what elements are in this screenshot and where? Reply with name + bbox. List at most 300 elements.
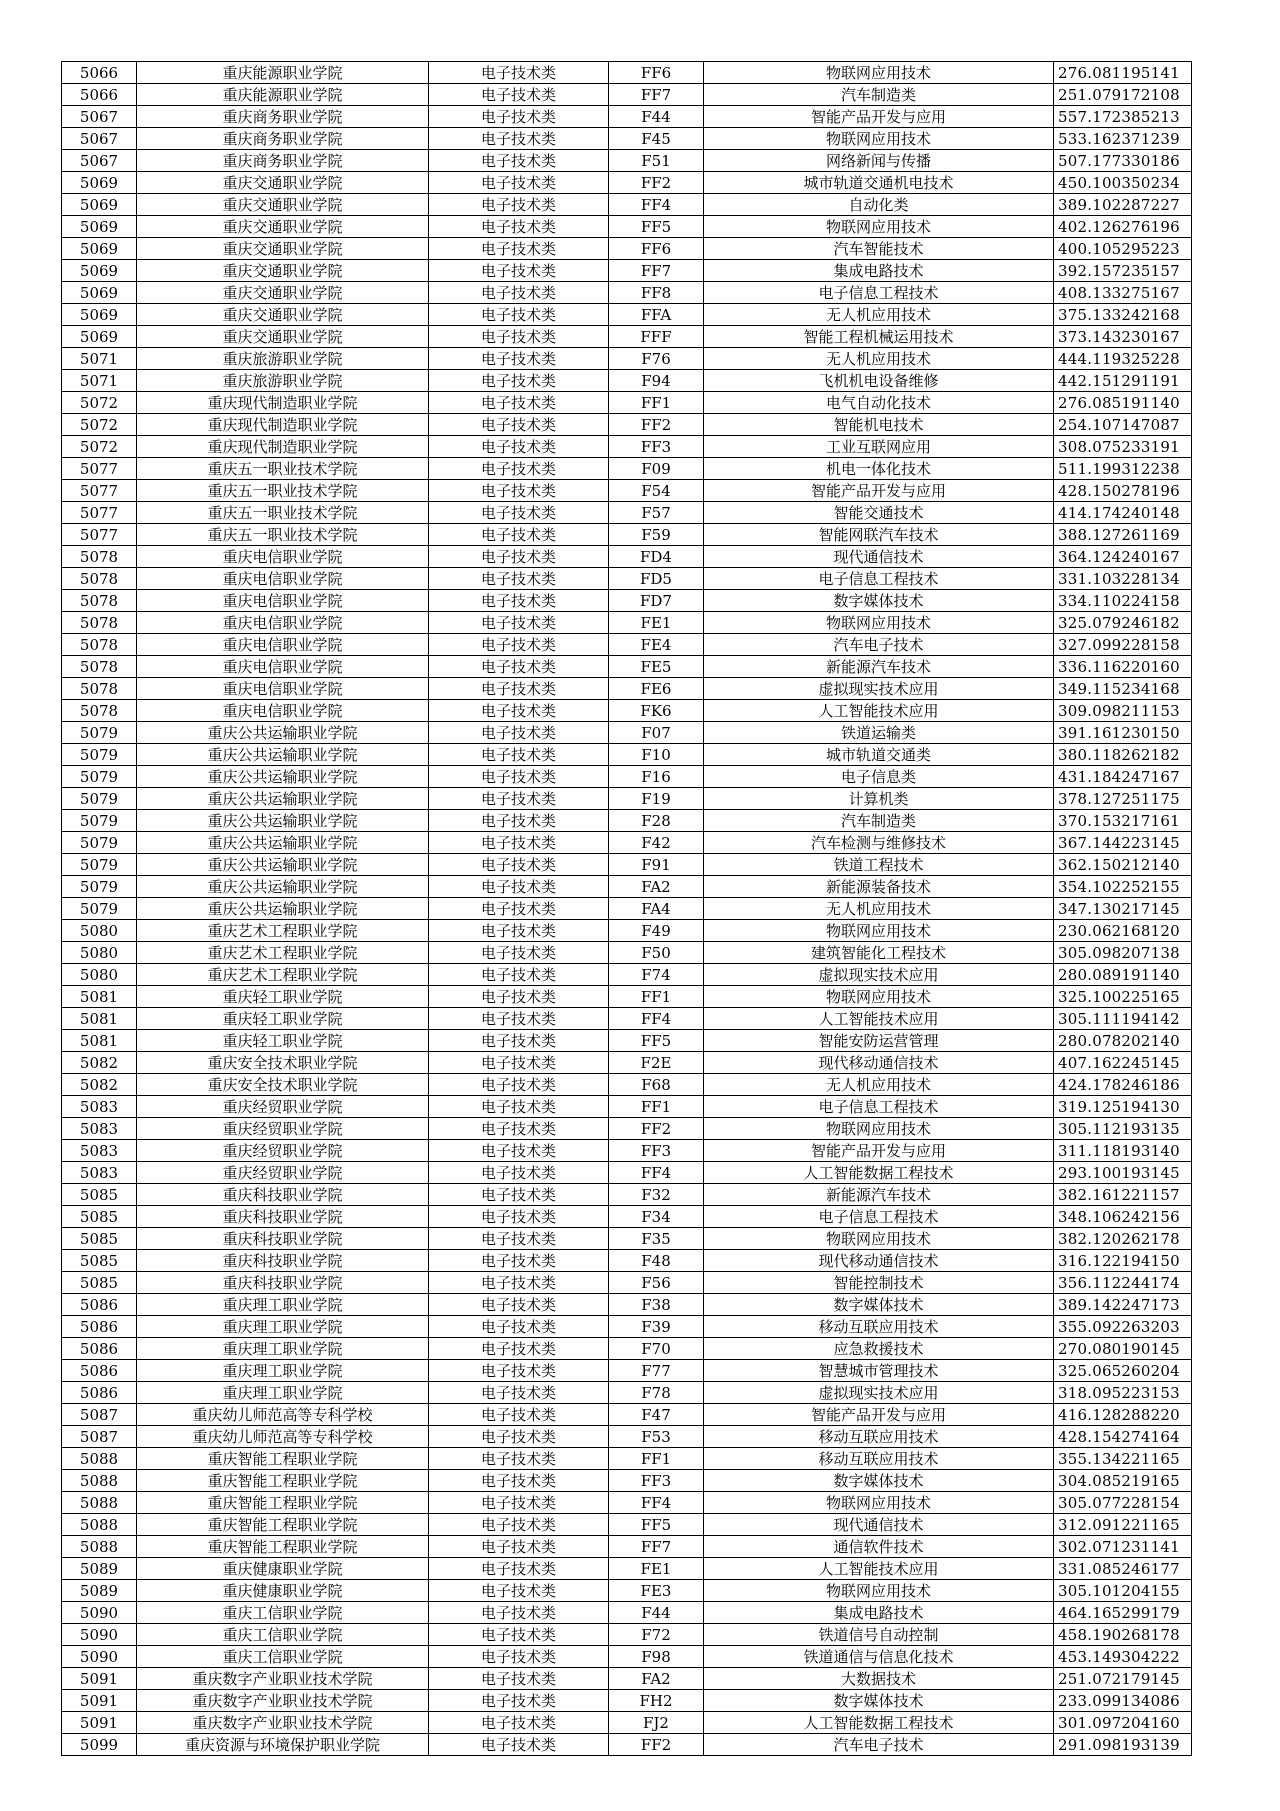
category-cell: 电子技术类	[429, 1162, 609, 1184]
school-code-cell: 5090	[62, 1624, 137, 1646]
category-cell: 电子技术类	[429, 458, 609, 480]
score-cell: 331.085246177	[1054, 1558, 1192, 1580]
table-row	[62, 1206, 1192, 1228]
school-name-cell: 重庆工信职业学院	[137, 1646, 429, 1668]
score-cell: 325.079246182	[1054, 612, 1192, 634]
school-name-cell: 重庆商务职业学院	[137, 128, 429, 150]
category-cell: 电子技术类	[429, 1118, 609, 1140]
score-cell: 305.111194142	[1054, 1008, 1192, 1030]
category-cell: 电子技术类	[429, 326, 609, 348]
school-code-cell: 5085	[62, 1228, 137, 1250]
table-row	[62, 986, 1192, 1008]
major-name-cell: 无人机应用技术	[704, 348, 1054, 370]
table-row	[62, 1184, 1192, 1206]
table-row	[62, 304, 1192, 326]
major-code-cell: F51	[609, 150, 704, 172]
school-code-cell: 5078	[62, 634, 137, 656]
major-name-cell: 铁道信号自动控制	[704, 1624, 1054, 1646]
category-cell: 电子技术类	[429, 1030, 609, 1052]
category-cell: 电子技术类	[429, 898, 609, 920]
school-name-cell: 重庆公共运输职业学院	[137, 876, 429, 898]
school-name-cell: 重庆智能工程职业学院	[137, 1492, 429, 1514]
category-cell: 电子技术类	[429, 634, 609, 656]
category-cell: 电子技术类	[429, 216, 609, 238]
school-code-cell: 5069	[62, 304, 137, 326]
major-code-cell: FA2	[609, 1668, 704, 1690]
major-code-cell: FE6	[609, 678, 704, 700]
major-code-cell: F16	[609, 766, 704, 788]
category-cell: 电子技术类	[429, 84, 609, 106]
category-cell: 电子技术类	[429, 260, 609, 282]
score-cell: 458.190268178	[1054, 1624, 1192, 1646]
school-name-cell: 重庆经贸职业学院	[137, 1118, 429, 1140]
school-name-cell: 重庆经贸职业学院	[137, 1140, 429, 1162]
school-name-cell: 重庆电信职业学院	[137, 612, 429, 634]
category-cell: 电子技术类	[429, 150, 609, 172]
table-row	[62, 1646, 1192, 1668]
table-row	[62, 1536, 1192, 1558]
category-cell: 电子技术类	[429, 1492, 609, 1514]
school-name-cell: 重庆电信职业学院	[137, 678, 429, 700]
major-code-cell: F57	[609, 502, 704, 524]
category-cell: 电子技术类	[429, 172, 609, 194]
category-cell: 电子技术类	[429, 876, 609, 898]
score-cell: 391.161230150	[1054, 722, 1192, 744]
table-row	[62, 238, 1192, 260]
score-cell: 557.172385213	[1054, 106, 1192, 128]
major-code-cell: FF2	[609, 1118, 704, 1140]
major-name-cell: 虚拟现实技术应用	[704, 678, 1054, 700]
school-code-cell: 5079	[62, 876, 137, 898]
school-name-cell: 重庆健康职业学院	[137, 1558, 429, 1580]
major-code-cell: FF4	[609, 1492, 704, 1514]
score-cell: 309.098211153	[1054, 700, 1192, 722]
major-name-cell: 自动化类	[704, 194, 1054, 216]
major-code-cell: F56	[609, 1272, 704, 1294]
table-row	[62, 1052, 1192, 1074]
score-cell: 382.120262178	[1054, 1228, 1192, 1250]
major-code-cell: F10	[609, 744, 704, 766]
school-name-cell: 重庆安全技术职业学院	[137, 1074, 429, 1096]
category-cell: 电子技术类	[429, 920, 609, 942]
school-code-cell: 5067	[62, 106, 137, 128]
major-name-cell: 数字媒体技术	[704, 590, 1054, 612]
school-name-cell: 重庆艺术工程职业学院	[137, 964, 429, 986]
table-row	[62, 854, 1192, 876]
major-code-cell: F98	[609, 1646, 704, 1668]
score-cell: 233.099134086	[1054, 1690, 1192, 1712]
school-code-cell: 5088	[62, 1470, 137, 1492]
score-cell: 375.133242168	[1054, 304, 1192, 326]
table-row	[62, 84, 1192, 106]
major-name-cell: 铁道通信与信息化技术	[704, 1646, 1054, 1668]
score-cell: 428.154274164	[1054, 1426, 1192, 1448]
major-name-cell: 现代移动通信技术	[704, 1052, 1054, 1074]
table-row	[62, 194, 1192, 216]
school-code-cell: 5079	[62, 788, 137, 810]
category-cell: 电子技术类	[429, 546, 609, 568]
major-name-cell: 智能产品开发与应用	[704, 480, 1054, 502]
table-row	[62, 1096, 1192, 1118]
table-row	[62, 480, 1192, 502]
category-cell: 电子技术类	[429, 194, 609, 216]
major-name-cell: 飞机机电设备维修	[704, 370, 1054, 392]
school-name-cell: 重庆资源与环境保护职业学院	[137, 1734, 429, 1756]
major-code-cell: FF5	[609, 1030, 704, 1052]
major-code-cell: F49	[609, 920, 704, 942]
major-code-cell: FFF	[609, 326, 704, 348]
major-name-cell: 无人机应用技术	[704, 898, 1054, 920]
major-code-cell: FK6	[609, 700, 704, 722]
score-cell: 230.062168120	[1054, 920, 1192, 942]
major-code-cell: FF6	[609, 238, 704, 260]
category-cell: 电子技术类	[429, 106, 609, 128]
category-cell: 电子技术类	[429, 1690, 609, 1712]
table-row	[62, 502, 1192, 524]
table-row	[62, 700, 1192, 722]
major-name-cell: 电子信息工程技术	[704, 282, 1054, 304]
school-name-cell: 重庆工信职业学院	[137, 1624, 429, 1646]
category-cell: 电子技术类	[429, 436, 609, 458]
school-name-cell: 重庆健康职业学院	[137, 1580, 429, 1602]
score-cell: 293.100193145	[1054, 1162, 1192, 1184]
school-code-cell: 5080	[62, 942, 137, 964]
table-row	[62, 898, 1192, 920]
category-cell: 电子技术类	[429, 502, 609, 524]
score-cell: 373.143230167	[1054, 326, 1192, 348]
table-row	[62, 62, 1192, 84]
major-code-cell: FE4	[609, 634, 704, 656]
category-cell: 电子技术类	[429, 1008, 609, 1030]
table-row	[62, 744, 1192, 766]
score-table	[61, 61, 1192, 1756]
score-cell: 450.100350234	[1054, 172, 1192, 194]
score-cell: 348.106242156	[1054, 1206, 1192, 1228]
category-cell: 电子技术类	[429, 282, 609, 304]
major-name-cell: 物联网应用技术	[704, 216, 1054, 238]
major-code-cell: F2E	[609, 1052, 704, 1074]
major-code-cell: FE3	[609, 1580, 704, 1602]
table-row	[62, 172, 1192, 194]
table-row	[62, 546, 1192, 568]
major-code-cell: F19	[609, 788, 704, 810]
table-row	[62, 1030, 1192, 1052]
major-code-cell: FF8	[609, 282, 704, 304]
score-cell: 325.065260204	[1054, 1360, 1192, 1382]
score-cell: 428.150278196	[1054, 480, 1192, 502]
major-name-cell: 智慧城市管理技术	[704, 1360, 1054, 1382]
school-code-cell: 5078	[62, 590, 137, 612]
school-code-cell: 5082	[62, 1074, 137, 1096]
major-name-cell: 物联网应用技术	[704, 1118, 1054, 1140]
major-name-cell: 数字媒体技术	[704, 1690, 1054, 1712]
school-code-cell: 5080	[62, 964, 137, 986]
major-name-cell: 物联网应用技术	[704, 1580, 1054, 1602]
school-code-cell: 5069	[62, 326, 137, 348]
school-name-cell: 重庆工信职业学院	[137, 1602, 429, 1624]
school-code-cell: 5079	[62, 766, 137, 788]
major-name-cell: 应急救援技术	[704, 1338, 1054, 1360]
table-row	[62, 1448, 1192, 1470]
score-cell: 424.178246186	[1054, 1074, 1192, 1096]
score-cell: 453.149304222	[1054, 1646, 1192, 1668]
major-code-cell: FFA	[609, 304, 704, 326]
school-code-cell: 5088	[62, 1492, 137, 1514]
major-name-cell: 物联网应用技术	[704, 986, 1054, 1008]
major-code-cell: F34	[609, 1206, 704, 1228]
score-cell: 280.078202140	[1054, 1030, 1192, 1052]
table-row	[62, 810, 1192, 832]
score-cell: 414.174240148	[1054, 502, 1192, 524]
category-cell: 电子技术类	[429, 1514, 609, 1536]
major-name-cell: 智能工程机械运用技术	[704, 326, 1054, 348]
major-code-cell: FF3	[609, 1470, 704, 1492]
school-name-cell: 重庆理工职业学院	[137, 1316, 429, 1338]
major-code-cell: FF7	[609, 84, 704, 106]
table-body	[62, 62, 1192, 1756]
category-cell: 电子技术类	[429, 568, 609, 590]
score-cell: 327.099228158	[1054, 634, 1192, 656]
major-code-cell: FF2	[609, 414, 704, 436]
major-name-cell: 数字媒体技术	[704, 1294, 1054, 1316]
table-row	[62, 1140, 1192, 1162]
category-cell: 电子技术类	[429, 304, 609, 326]
category-cell: 电子技术类	[429, 590, 609, 612]
category-cell: 电子技术类	[429, 1448, 609, 1470]
category-cell: 电子技术类	[429, 1338, 609, 1360]
school-code-cell: 5086	[62, 1338, 137, 1360]
major-name-cell: 智能控制技术	[704, 1272, 1054, 1294]
major-name-cell: 现代通信技术	[704, 1514, 1054, 1536]
major-code-cell: FH2	[609, 1690, 704, 1712]
category-cell: 电子技术类	[429, 524, 609, 546]
major-code-cell: F45	[609, 128, 704, 150]
table-row	[62, 832, 1192, 854]
category-cell: 电子技术类	[429, 348, 609, 370]
school-name-cell: 重庆幼儿师范高等专科学校	[137, 1404, 429, 1426]
table-row	[62, 1404, 1192, 1426]
score-cell: 270.080190145	[1054, 1338, 1192, 1360]
major-name-cell: 建筑智能化工程技术	[704, 942, 1054, 964]
major-name-cell: 汽车制造类	[704, 810, 1054, 832]
score-cell: 316.122194150	[1054, 1250, 1192, 1272]
table-row	[62, 1734, 1192, 1756]
major-code-cell: FA4	[609, 898, 704, 920]
category-cell: 电子技术类	[429, 1624, 609, 1646]
school-code-cell: 5069	[62, 282, 137, 304]
category-cell: 电子技术类	[429, 1426, 609, 1448]
table-row	[62, 876, 1192, 898]
major-name-cell: 智能安防运营管理	[704, 1030, 1054, 1052]
school-name-cell: 重庆公共运输职业学院	[137, 766, 429, 788]
score-cell: 280.089191140	[1054, 964, 1192, 986]
table-row	[62, 392, 1192, 414]
score-cell: 325.100225165	[1054, 986, 1192, 1008]
school-code-cell: 5079	[62, 744, 137, 766]
major-code-cell: FE5	[609, 656, 704, 678]
category-cell: 电子技术类	[429, 1558, 609, 1580]
score-cell: 312.091221165	[1054, 1514, 1192, 1536]
major-code-cell: FD5	[609, 568, 704, 590]
category-cell: 电子技术类	[429, 370, 609, 392]
score-cell: 302.071231141	[1054, 1536, 1192, 1558]
category-cell: 电子技术类	[429, 1228, 609, 1250]
table-row	[62, 436, 1192, 458]
table-row	[62, 150, 1192, 172]
school-code-cell: 5069	[62, 172, 137, 194]
school-name-cell: 重庆交通职业学院	[137, 260, 429, 282]
school-name-cell: 重庆智能工程职业学院	[137, 1448, 429, 1470]
category-cell: 电子技术类	[429, 1360, 609, 1382]
school-code-cell: 5066	[62, 62, 137, 84]
school-name-cell: 重庆经贸职业学院	[137, 1162, 429, 1184]
major-name-cell: 计算机类	[704, 788, 1054, 810]
school-code-cell: 5078	[62, 612, 137, 634]
school-code-cell: 5086	[62, 1294, 137, 1316]
major-code-cell: F39	[609, 1316, 704, 1338]
school-code-cell: 5089	[62, 1558, 137, 1580]
major-code-cell: FF1	[609, 986, 704, 1008]
table-row	[62, 216, 1192, 238]
table-row	[62, 1668, 1192, 1690]
major-code-cell: F44	[609, 106, 704, 128]
score-cell: 416.128288220	[1054, 1404, 1192, 1426]
school-code-cell: 5078	[62, 568, 137, 590]
school-name-cell: 重庆理工职业学院	[137, 1338, 429, 1360]
school-name-cell: 重庆轻工职业学院	[137, 986, 429, 1008]
table-row	[62, 1250, 1192, 1272]
major-name-cell: 智能交通技术	[704, 502, 1054, 524]
category-cell: 电子技术类	[429, 722, 609, 744]
major-name-cell: 人工智能技术应用	[704, 700, 1054, 722]
school-code-cell: 5099	[62, 1734, 137, 1756]
major-code-cell: FE1	[609, 612, 704, 634]
school-name-cell: 重庆公共运输职业学院	[137, 744, 429, 766]
school-code-cell: 5066	[62, 84, 137, 106]
score-cell: 305.077228154	[1054, 1492, 1192, 1514]
score-cell: 308.075233191	[1054, 436, 1192, 458]
major-name-cell: 无人机应用技术	[704, 1074, 1054, 1096]
score-cell: 389.142247173	[1054, 1294, 1192, 1316]
table-row	[62, 942, 1192, 964]
major-code-cell: F50	[609, 942, 704, 964]
category-cell: 电子技术类	[429, 1294, 609, 1316]
table-row	[62, 524, 1192, 546]
major-code-cell: FJ2	[609, 1712, 704, 1734]
major-code-cell: F32	[609, 1184, 704, 1206]
major-code-cell: F74	[609, 964, 704, 986]
major-name-cell: 汽车电子技术	[704, 1734, 1054, 1756]
table-row	[62, 590, 1192, 612]
score-cell: 355.092263203	[1054, 1316, 1192, 1338]
table-row	[62, 1624, 1192, 1646]
school-code-cell: 5085	[62, 1272, 137, 1294]
school-code-cell: 5083	[62, 1096, 137, 1118]
major-name-cell: 汽车电子技术	[704, 634, 1054, 656]
score-cell: 533.162371239	[1054, 128, 1192, 150]
major-code-cell: F38	[609, 1294, 704, 1316]
school-code-cell: 5081	[62, 986, 137, 1008]
major-code-cell: F77	[609, 1360, 704, 1382]
school-name-cell: 重庆经贸职业学院	[137, 1096, 429, 1118]
major-code-cell: FF5	[609, 216, 704, 238]
score-cell: 388.127261169	[1054, 524, 1192, 546]
score-cell: 380.118262182	[1054, 744, 1192, 766]
school-code-cell: 5078	[62, 700, 137, 722]
score-cell: 276.085191140	[1054, 392, 1192, 414]
major-code-cell: F78	[609, 1382, 704, 1404]
school-name-cell: 重庆能源职业学院	[137, 84, 429, 106]
school-name-cell: 重庆旅游职业学院	[137, 348, 429, 370]
school-code-cell: 5079	[62, 722, 137, 744]
major-name-cell: 电气自动化技术	[704, 392, 1054, 414]
category-cell: 电子技术类	[429, 678, 609, 700]
category-cell: 电子技术类	[429, 1052, 609, 1074]
score-cell: 392.157235157	[1054, 260, 1192, 282]
category-cell: 电子技术类	[429, 1536, 609, 1558]
score-cell: 389.102287227	[1054, 194, 1192, 216]
school-name-cell: 重庆轻工职业学院	[137, 1030, 429, 1052]
category-cell: 电子技术类	[429, 1734, 609, 1756]
table-row	[62, 1514, 1192, 1536]
category-cell: 电子技术类	[429, 744, 609, 766]
school-name-cell: 重庆能源职业学院	[137, 62, 429, 84]
school-name-cell: 重庆数字产业职业技术学院	[137, 1668, 429, 1690]
score-cell: 305.101204155	[1054, 1580, 1192, 1602]
school-code-cell: 5088	[62, 1514, 137, 1536]
table-row	[62, 1470, 1192, 1492]
major-name-cell: 人工智能技术应用	[704, 1008, 1054, 1030]
category-cell: 电子技术类	[429, 414, 609, 436]
score-cell: 276.081195141	[1054, 62, 1192, 84]
major-code-cell: FF3	[609, 436, 704, 458]
school-code-cell: 5071	[62, 348, 137, 370]
school-name-cell: 重庆现代制造职业学院	[137, 392, 429, 414]
school-code-cell: 5069	[62, 238, 137, 260]
score-cell: 304.085219165	[1054, 1470, 1192, 1492]
school-code-cell: 5091	[62, 1668, 137, 1690]
table-row	[62, 1558, 1192, 1580]
score-cell: 319.125194130	[1054, 1096, 1192, 1118]
major-name-cell: 人工智能技术应用	[704, 1558, 1054, 1580]
major-code-cell: F09	[609, 458, 704, 480]
school-code-cell: 5079	[62, 898, 137, 920]
major-code-cell: FD4	[609, 546, 704, 568]
school-code-cell: 5080	[62, 920, 137, 942]
score-cell: 311.118193140	[1054, 1140, 1192, 1162]
major-name-cell: 智能产品开发与应用	[704, 1140, 1054, 1162]
school-name-cell: 重庆交通职业学院	[137, 172, 429, 194]
major-name-cell: 虚拟现实技术应用	[704, 964, 1054, 986]
score-cell: 407.162245145	[1054, 1052, 1192, 1074]
school-code-cell: 5091	[62, 1712, 137, 1734]
school-code-cell: 5083	[62, 1162, 137, 1184]
major-code-cell: F76	[609, 348, 704, 370]
score-cell: 402.126276196	[1054, 216, 1192, 238]
category-cell: 电子技术类	[429, 766, 609, 788]
school-code-cell: 5091	[62, 1690, 137, 1712]
table-row	[62, 1118, 1192, 1140]
category-cell: 电子技术类	[429, 700, 609, 722]
school-code-cell: 5072	[62, 392, 137, 414]
score-cell: 336.116220160	[1054, 656, 1192, 678]
major-code-cell: F94	[609, 370, 704, 392]
school-name-cell: 重庆科技职业学院	[137, 1250, 429, 1272]
category-cell: 电子技术类	[429, 1580, 609, 1602]
major-name-cell: 城市轨道交通类	[704, 744, 1054, 766]
school-name-cell: 重庆智能工程职业学院	[137, 1514, 429, 1536]
school-code-cell: 5086	[62, 1316, 137, 1338]
